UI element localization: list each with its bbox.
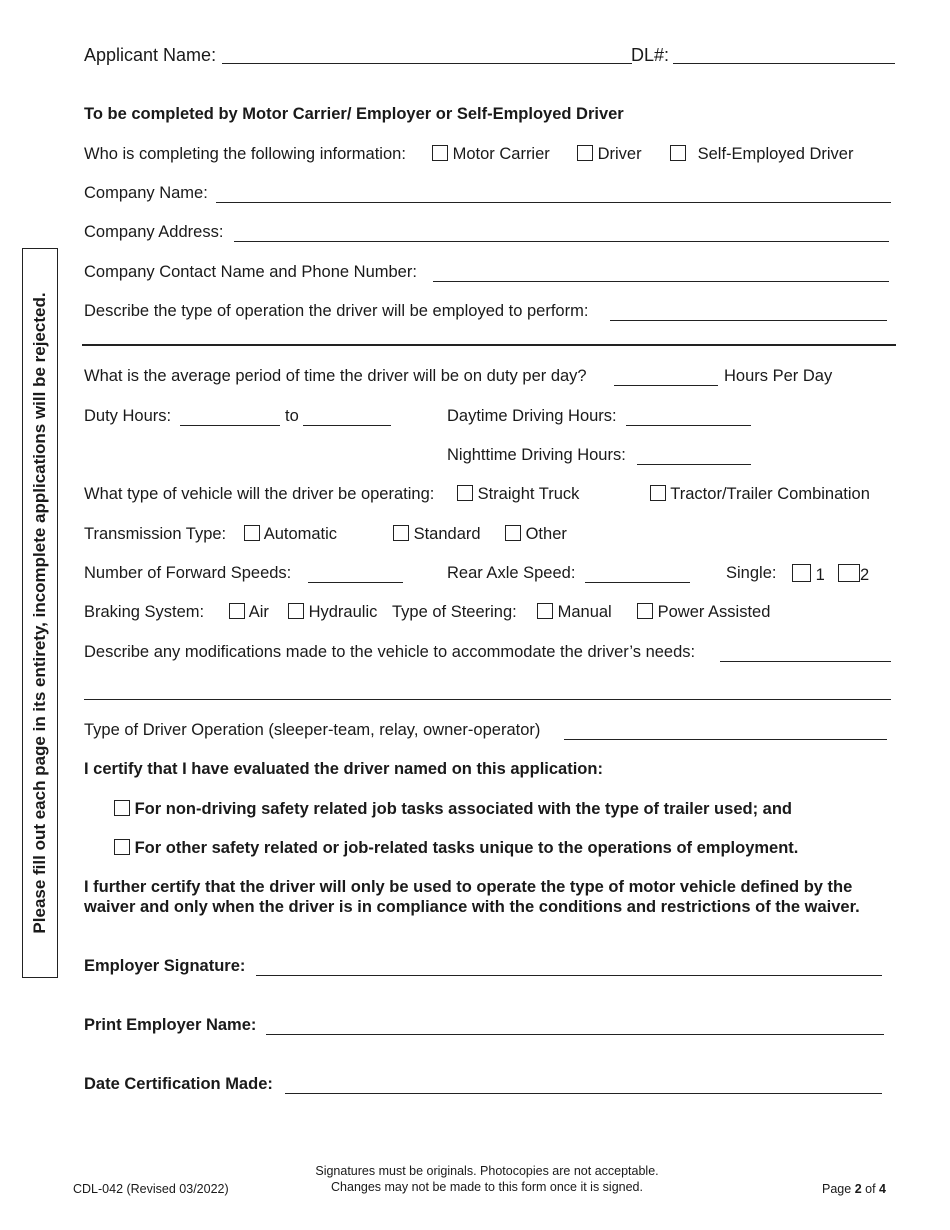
duty-hours-to-label: to [285,407,299,425]
employer-signature-field[interactable] [256,957,882,976]
automatic-label: Automatic [263,525,338,543]
operation-description-label: Describe the type of operation the driver will be employed to perform: [84,302,589,320]
other-checkbox[interactable] [505,525,521,541]
single-2-label: 2 [860,566,870,584]
footer-note-line2: Changes may not be made to this form once it is signed. [331,1180,643,1194]
vehicle-type-label: What type of vehicle will the driver be operating: [84,485,435,503]
power-assisted-label: Power Assisted [657,603,771,621]
option-automatic[interactable] [244,525,337,544]
option-manual[interactable] [537,603,612,622]
option-standard[interactable] [393,525,481,544]
standard-label: Standard [413,525,481,543]
page-prefix: Page [822,1182,852,1196]
power-assisted-checkbox[interactable] [637,603,653,619]
certify-statement: I certify that I have evaluated the driver named on this application: [84,760,603,778]
modifications-field-line2[interactable] [84,681,891,700]
hydraulic-label: Hydraulic [308,603,378,621]
certify-option-2[interactable] [114,839,798,858]
company-name-label: Company Name: [84,184,208,202]
hydraulic-checkbox[interactable] [288,603,304,619]
driver-operation-label: Type of Driver Operation (sleeper-team, relay, owner-operator) [84,721,541,739]
hours-per-day-label: Hours Per Day [724,367,833,385]
modifications-label: Describe any modifications made to the vehicle to accommodate the driver’s needs: [84,643,696,661]
date-certification-label: Date Certification Made: [84,1075,273,1093]
form-id: CDL-042 (Revised 03/2022) [73,1182,229,1196]
section-divider [82,344,896,346]
certify-option-1-checkbox[interactable] [114,800,130,816]
standard-checkbox[interactable] [393,525,409,541]
page-total: 4 [879,1182,886,1196]
who-completing-label: Who is completing the following information: [84,145,406,163]
certify-option-2-label: For other safety related or job-related tasks unique to the operations of employment. [134,839,799,857]
duty-hours-from-field[interactable] [180,407,280,426]
steering-label: Type of Steering: [392,603,517,621]
duty-hours-label: Duty Hours: [84,407,172,425]
date-certification-field[interactable] [285,1075,882,1094]
page-current: 2 [854,1182,862,1196]
company-address-label: Company Address: [84,223,224,241]
side-notice: Please fill out each page in its entirety, incomplete applications will be rejected. [30,292,49,934]
operation-description-field[interactable] [610,302,887,321]
certify-option-1[interactable] [114,800,792,819]
self-employed-checkbox[interactable] [670,145,686,161]
applicant-name-label: Applicant Name: [84,45,217,65]
nighttime-hours-field[interactable] [637,446,751,465]
hours-per-day-field[interactable] [614,367,718,386]
tractor-trailer-label: Tractor/Trailer Combination [670,485,870,503]
print-employer-name-label: Print Employer Name: [84,1016,257,1034]
footer-note-line1: Signatures must be originals. Photocopies are not acceptable. [315,1164,659,1178]
driver-operation-field[interactable] [564,721,887,740]
daytime-hours-label: Daytime Driving Hours: [447,407,617,425]
other-label: Other [525,525,567,543]
further-certify-line1: I further certify that the driver will only be used to operate the type of motor vehicle defined by the [84,878,853,896]
option-single-2[interactable] [838,564,869,585]
print-employer-name-field[interactable] [266,1016,884,1035]
option-power-assisted[interactable] [637,603,770,622]
option-other[interactable] [505,525,567,544]
single-2-checkbox[interactable] [838,564,860,582]
forward-speeds-label: Number of Forward Speeds: [84,564,292,582]
transmission-label: Transmission Type: [84,525,227,543]
single-1-checkbox[interactable] [792,564,811,582]
employer-signature-label: Employer Signature: [84,957,246,975]
air-label: Air [248,603,269,621]
air-checkbox[interactable] [229,603,245,619]
option-air[interactable] [229,603,269,622]
certify-option-1-label: For non-driving safety related job tasks associated with the type of trailer used; and [134,800,792,818]
straight-truck-checkbox[interactable] [457,485,473,501]
self-employed-label: Self-Employed Driver [697,145,854,163]
section-heading: To be completed by Motor Carrier/ Employer or Self-Employed Driver [84,105,624,123]
manual-label: Manual [557,603,612,621]
nighttime-hours-label: Nighttime Driving Hours: [447,446,626,464]
rear-axle-label: Rear Axle Speed: [447,564,576,582]
further-certify-line2: waiver and only when the driver is in compliance with the conditions and restrictions of the waiver. [84,898,860,916]
company-address-field[interactable] [234,223,889,242]
dl-number-label: DL#: [631,45,670,65]
single-label: Single: [726,564,777,582]
dl-number-field[interactable] [673,46,895,64]
motor-carrier-label: Motor Carrier [452,145,550,163]
option-driver[interactable] [577,145,642,164]
braking-label: Braking System: [84,603,205,621]
daytime-hours-field[interactable] [626,407,751,426]
certify-option-2-checkbox[interactable] [114,839,130,855]
rear-axle-field[interactable] [585,564,690,583]
straight-truck-label: Straight Truck [477,485,580,503]
duty-hours-to-field[interactable] [303,407,391,426]
option-self-employed[interactable] [670,145,853,164]
avg-duty-question: What is the average period of time the driver will be on duty per day? [84,367,587,385]
option-motor-carrier[interactable] [432,145,550,164]
modifications-field[interactable] [720,643,891,662]
page-number [822,1182,886,1196]
single-1-label: 1 [815,566,825,584]
tractor-trailer-checkbox[interactable] [650,485,666,501]
company-name-field[interactable] [216,184,891,203]
motor-carrier-checkbox[interactable] [432,145,448,161]
forward-speeds-field[interactable] [308,564,403,583]
company-contact-label: Company Contact Name and Phone Number: [84,263,417,281]
automatic-checkbox[interactable] [244,525,260,541]
company-contact-field[interactable] [433,263,889,282]
driver-label: Driver [597,145,642,163]
option-straight-truck[interactable] [457,485,579,504]
option-single-1[interactable] [792,564,825,585]
driver-checkbox[interactable] [577,145,593,161]
option-hydraulic[interactable] [288,603,377,622]
option-tractor-trailer[interactable] [650,485,870,504]
applicant-name-field[interactable] [222,46,632,64]
page-of: of [865,1182,876,1196]
manual-checkbox[interactable] [537,603,553,619]
